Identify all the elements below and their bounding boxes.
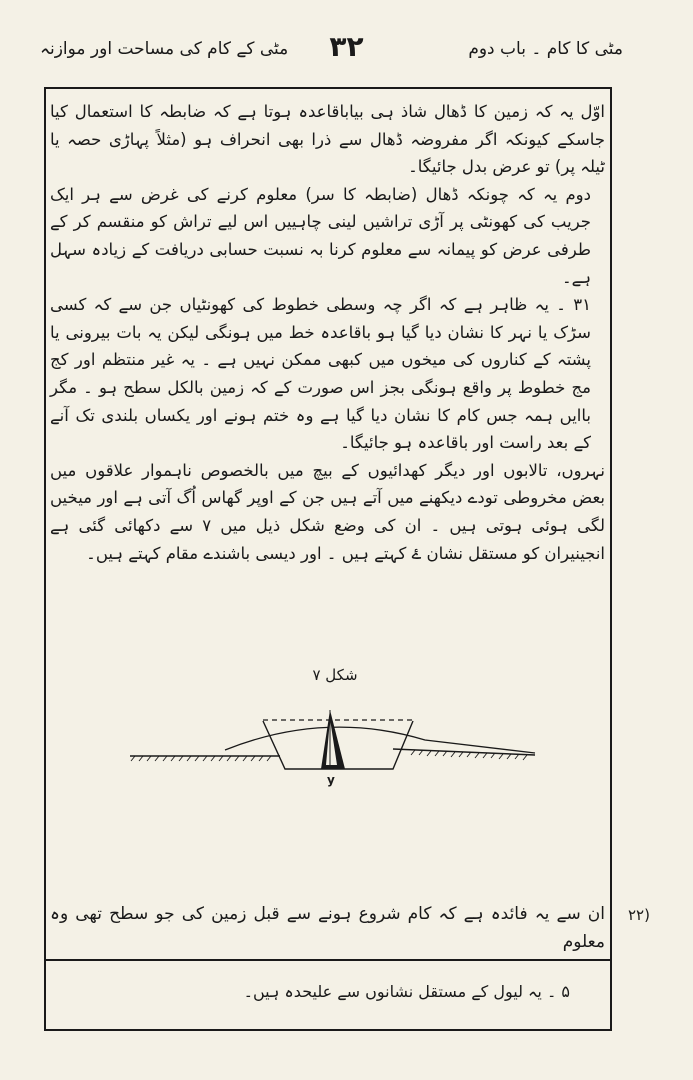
header-right-title: مٹی کا کام ۔ باب دوم (468, 39, 623, 59)
figure-label: y (327, 773, 335, 787)
page-number: ۳۲ (329, 30, 364, 63)
running-header (0, 30, 693, 70)
header-left-title: مٹی کے کام کی مساحت اور موازنہ (40, 39, 289, 59)
footnote: ۵ ۔ یہ لیول کے مستقل نشانوں سے علیحدہ ہیں۔ (243, 982, 570, 1001)
figure-mound-diagram (125, 705, 545, 795)
margin-page-number: (۲۲ (628, 906, 650, 924)
paragraph-first: اوّل یہ کہ زمین کا ڈھال شاذ ہی بیاباقاعدہ ہوتا ہے کہ ضابطہ کا استعمال کیا جاسکے کیونکہ اگر مفروضہ ڈھال سے ذرا بھی انحراف ہو (مثلاً پہاڑی حصہ یا ٹیلہ پر) تو عرض بدل جائیگا۔ (50, 102, 605, 177)
closing-line: ان سے یہ فائدہ ہے کہ کام شروع ہونے سے قبل زمین کی جو سطح تھی وہ معلوم (50, 904, 605, 952)
main-text (50, 98, 605, 567)
paragraph-second: دوم یہ کہ چونکہ ڈھال (ضابطہ کا سر) معلوم کرنے کی غرض سے ہر ایک جریب کی کھونٹی پر آڑی تراشیں لینی چاہییں اس لیے تراش کو منقسم کر کے طرفی عرض کو پیمانہ سے معلوم کرنا بہ نسبت حسابی دریافت کے زیادہ سہل ہے۔ (50, 184, 591, 287)
paragraph-mounds: نہروں، تالابوں اور دیگر کھدائیوں کے بیچ میں بالخصوص ناہموار علاقوں میں بعض مخروطی تودے دیکھنے میں آتے ہیں جن کے اوپر گھاس اُگ آتی ہے اور میخیں لگی ہوئی ہوتی ہیں ۔ ان کی وضع شکل ذیل میں ۷ سے دکھائی گئی ہے انجینیران کو مستقل نشان ۓ کہتے ہیں ۔ اور دیسی باشندے مقام کہتے ہیں۔ (50, 460, 605, 563)
figure-caption: شکل ۷ (312, 666, 358, 684)
paragraph-section-31: ۳۱ ۔ یہ ظاہر ہے کہ اگر چہ وسطی خطوط کی کھونٹیاں جن سے کہ کسی سڑک یا نہر کا نشان دیا گیا ہو باقاعدہ خط میں ہونگی لیکن یہ بات بیرونی یا پشتہ کے کناروں کی میخوں میں کبھی ممکن نہیں ہے ۔ یہ غیر منتظم اور کج مج خطوط پر واقع ہونگی بجز اس صورت کے کہ زمین بالکل سطح ہو ۔ مگر باایں ہمہ جس کام کا نشان دیا گیا ہے وہ ختم ہونے اور یکساں بلندی تک آنے کے بعد راست اور باقاعدہ ہو جائیگا۔ (50, 295, 591, 453)
footnote-divider (46, 959, 610, 961)
